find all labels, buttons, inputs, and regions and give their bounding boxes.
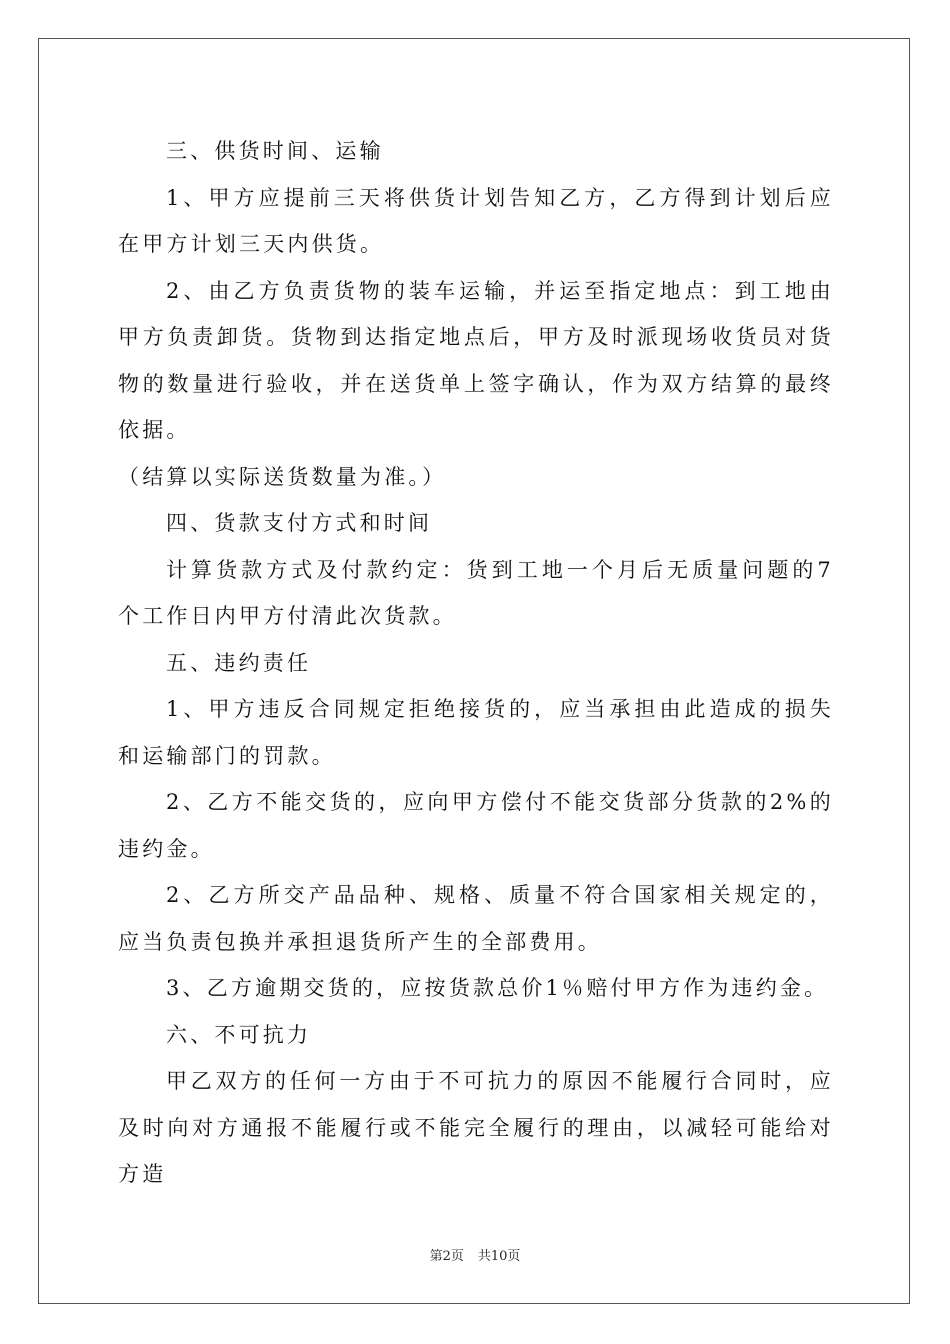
- page-footer: [0, 1248, 950, 1266]
- page-number: 第2页: [429, 1249, 464, 1264]
- paragraph-transport: 2、由乙方负责货物的装车运输，并运至指定地点：到工地由甲方负责卸货。货物到达指定地点后，甲方及时派现场收货员对货物的数量进行验收，并在送货单上签字确认，作为双方结算的最终依据。: [118, 278, 834, 442]
- paragraph-settlement-note: （结算以实际送货数量为准。）: [118, 464, 447, 489]
- paragraph-delivery-plan: 1、甲方应提前三天将供货计划告知乙方，乙方得到计划后应在甲方计划三天内供货。: [118, 185, 834, 256]
- paragraph-liability-1: 1、甲方违反合同规定拒绝接货的，应当承担由此造成的损失和运输部门的罚款。: [118, 697, 834, 768]
- page-total: 共10页: [477, 1249, 521, 1264]
- paragraph-liability-2: 2、乙方不能交货的，应向甲方偿付不能交货部分货款的2%的违约金。: [118, 790, 834, 861]
- paragraph-liability-3: 3、乙方逾期交货的，应按货款总价1％赔付甲方作为违约金。: [166, 976, 829, 1000]
- paragraph-liability-2b: 2、乙方所交产品品种、规格、质量不符合国家相关规定的，应当负责包换并承担退货所产生的全部费用。: [118, 883, 834, 954]
- section-heading-delivery: 三、供货时间、运输: [166, 139, 384, 163]
- section-heading-force-majeure: 六、不可抗力: [166, 1022, 312, 1047]
- paragraph-force-majeure: 甲乙双方的任何一方由于不可抗力的原因不能履行合同时，应及时向对方通报不能履行或不能完全履行的理由，以减轻可能给对方造: [118, 1069, 834, 1186]
- document-body: [118, 128, 834, 1198]
- section-heading-liability: 五、违约责任: [166, 650, 312, 675]
- section-heading-payment: 四、货款支付方式和时间: [166, 511, 433, 535]
- paragraph-payment-terms: 计算货款方式及付款约定：货到工地一个月后无质量问题的7个工作日内甲方付清此次货款。: [118, 557, 834, 628]
